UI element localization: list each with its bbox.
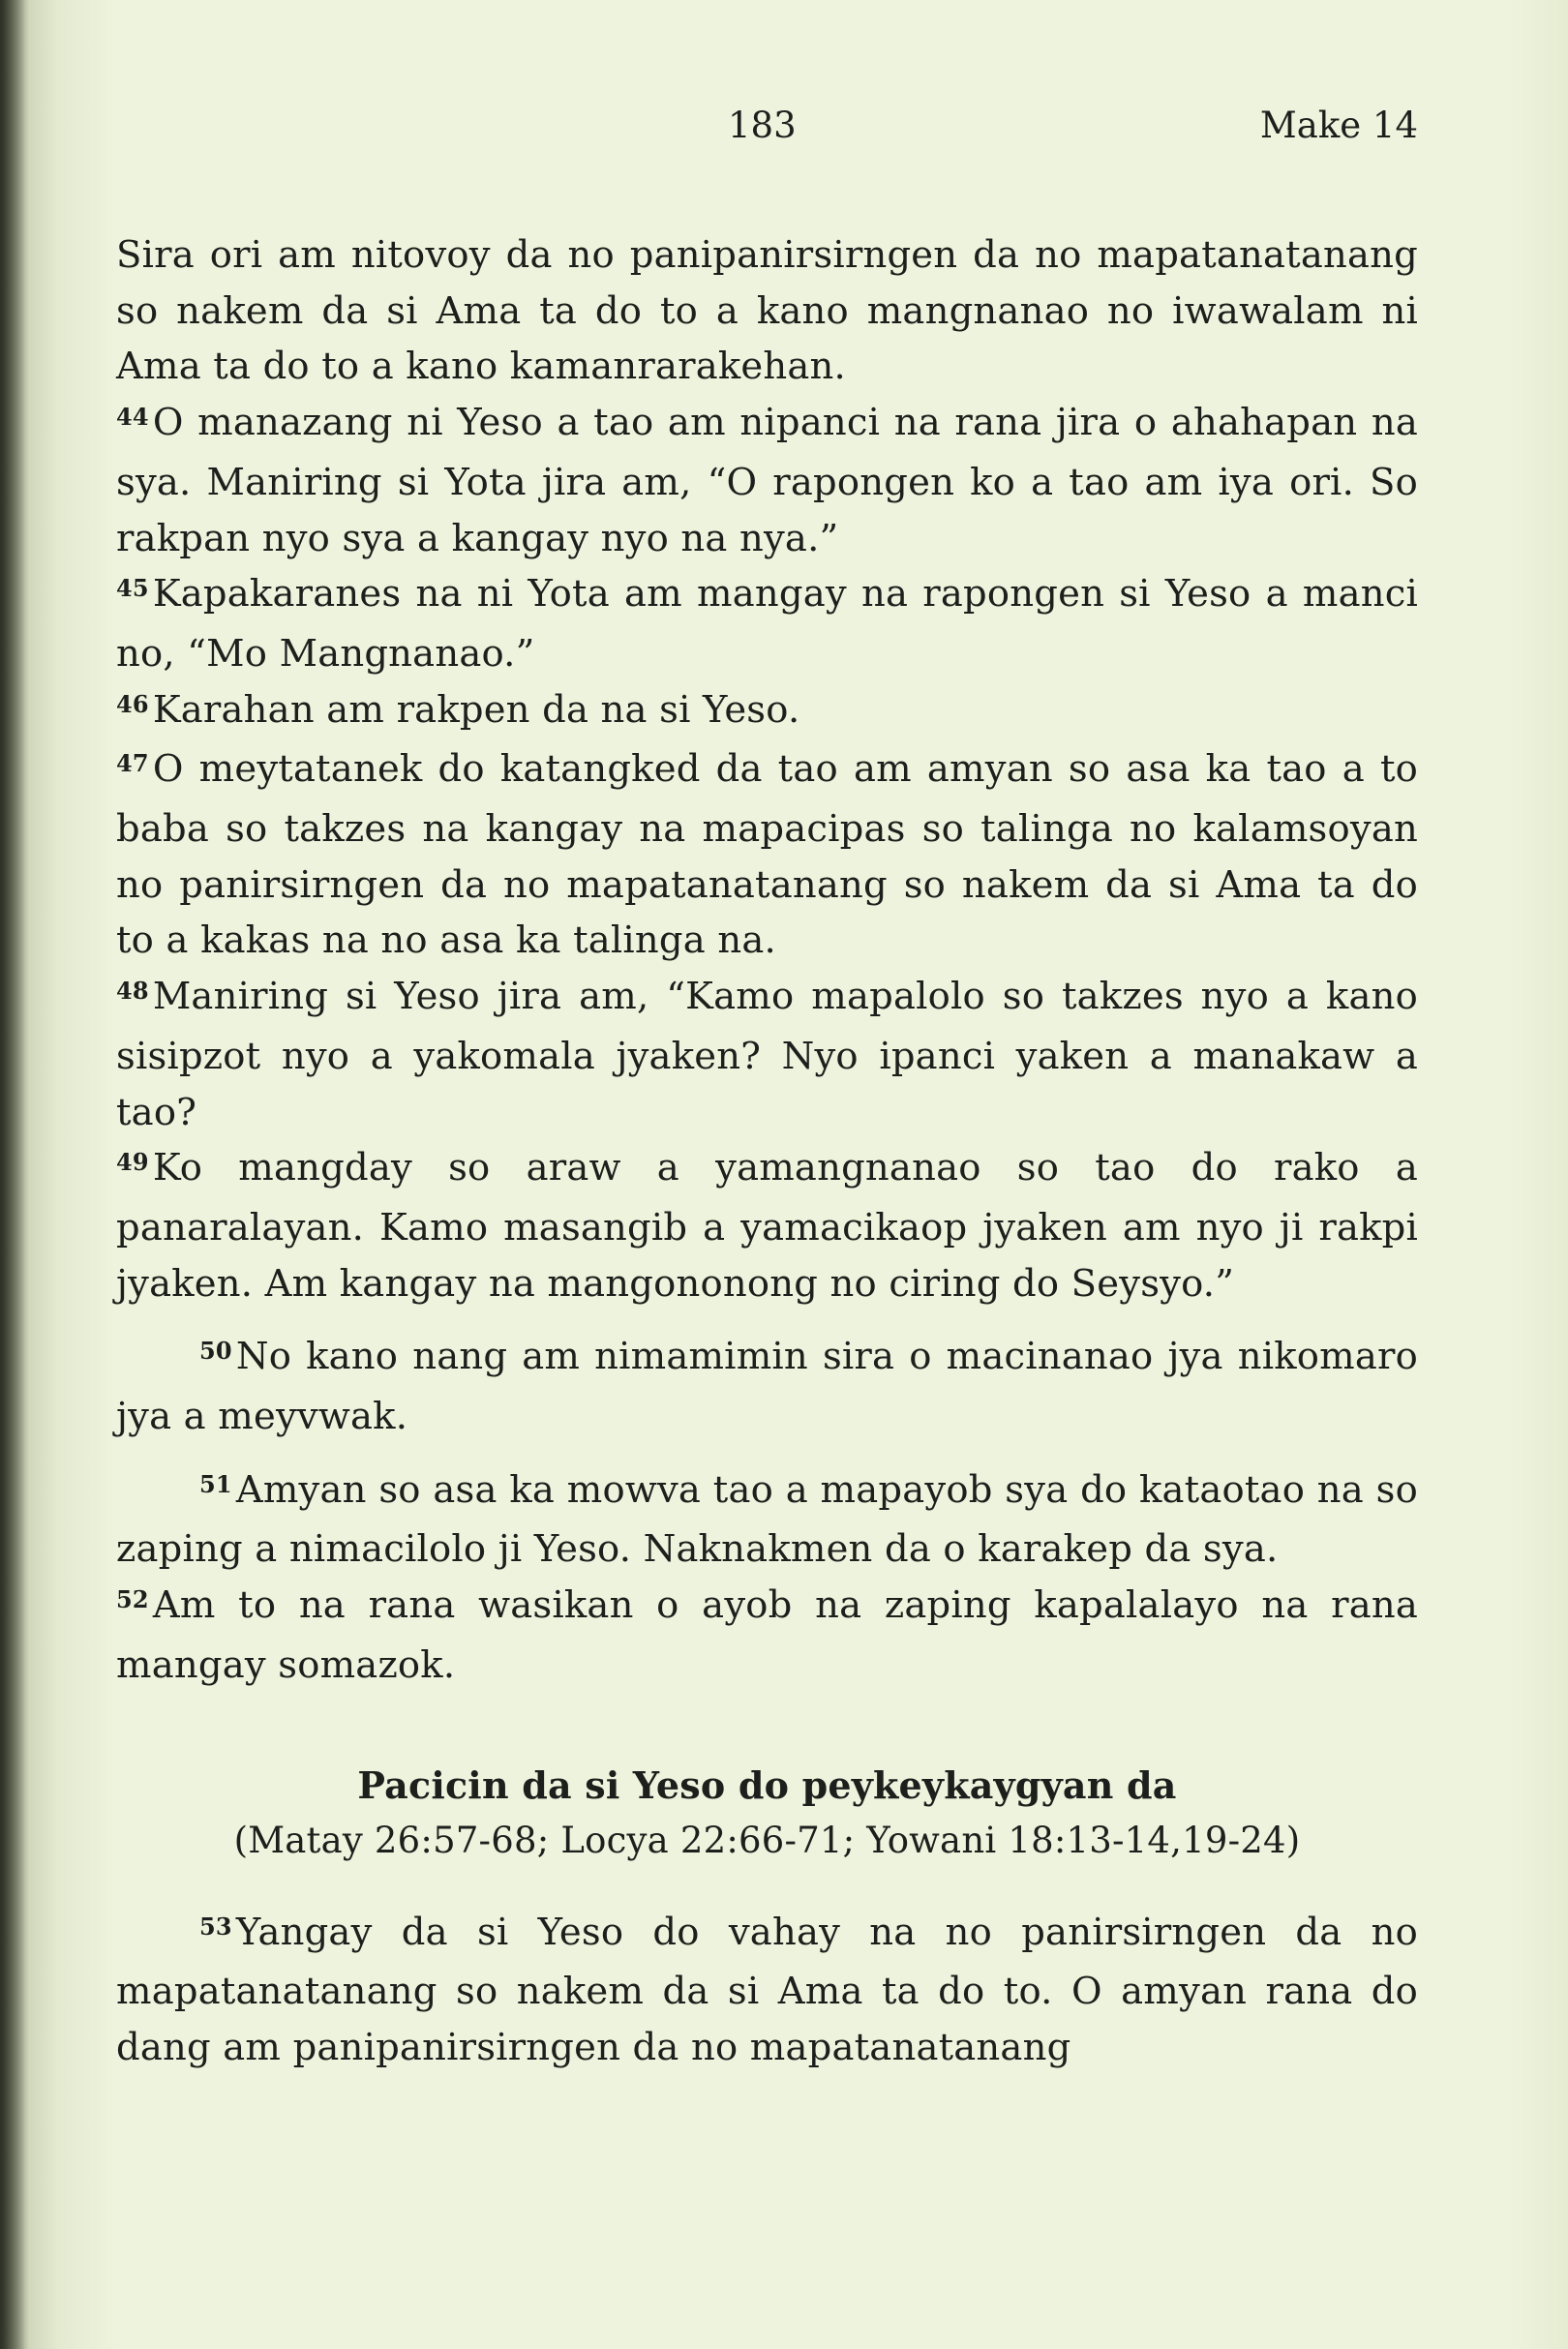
verse-number: 51 [199,1469,232,1498]
verse-number: 52 [116,1585,149,1614]
paragraph-text: Sira ori am nitovoy da no panipanirsirngen da no mapatanatanang so nakem da si Ama ta do to a kano mangnanao no iwawalam ni Ama ta do to a kano kamanrarakehan. [116,233,1418,389]
verse-44 [116,395,1418,566]
verse-50 [116,1329,1418,1444]
page-number: 183 [728,105,797,146]
verse-text: Kapakaranes na ni Yota am mangay na rapongen si Yeso a manci no, “Mo Mangnanao.” [116,572,1418,676]
verse-text: Ko mangday so araw a yamangnanao so tao do rako a panaralayan. Kamo masangib a yamacikaop jyaken am nyo ji rakpi jyaken. Am kangay na mangononong no ciring do Seysyo.” [116,1146,1418,1306]
verse-text: Yangay da si Yeso do vahay na no panirsirngen da no mapatanatanang so nakem da si Ama ta do to. O amyan rana do dang am panipanirsirngen da no mapatanatanang [116,1910,1418,2069]
verse-53 [116,1905,1418,2076]
verse-number: 46 [116,689,149,718]
paragraph-intro [116,227,1418,395]
verse-text: Maniring si Yeso jira am, “Kamo mapalolo so takzes nyo a kano sisipzot nyo a yakomala jyaken? Nyo ipanci yaken a manakaw a tao? [116,975,1418,1134]
verse-number: 45 [116,574,149,603]
spine-shadow [0,0,29,2349]
verse-text: O meytatanek do katangked da tao am amyan so asa ka tao a to baba so takzes na kangay na mapacipas so talinga no kalamsoyan no panirsirngen da no mapatanatanang so nakem da si Ama ta do to a kakas na no asa ka talinga na. [116,747,1418,963]
verse-text: O manazang ni Yeso a tao am nipanci na rana jira o ahahapan na sya. Maniring si Yota jira am, “O rapongen ko a tao am iya ori. So rakpan nyo sya a kangay nyo na nya.” [116,401,1418,560]
verse-number: 49 [116,1148,149,1177]
verse-52 [116,1578,1418,1693]
verse-47 [116,741,1418,969]
section-reference: (Matay 26:57-68; Locya 22:66-71; Yowani 18:13-14,19-24) [233,1819,1301,1861]
verse-number: 53 [199,1912,232,1941]
running-head: Make 14 [1259,105,1418,146]
verse-number: 48 [116,977,149,1006]
verse-text: Am to na rana wasikan o ayob na zaping kapalalayo na rana mangay somazok. [116,1583,1418,1687]
verse-number: 47 [116,749,149,778]
verse-text: Amyan so asa ka mowva tao a mapayob sya do kataotao na so zaping a nimacilolo ji Yeso. Naknakmen da o karakep da sya. [116,1467,1418,1572]
verse-number: 50 [199,1337,232,1366]
verse-45 [116,566,1418,681]
verse-48 [116,969,1418,1140]
page-header [116,105,1418,153]
verse-46 [116,682,1418,742]
verse-text: No kano nang am nimamimin sira o macinanao jya nikomaro jya a meyvwak. [116,1335,1418,1439]
verse-51 [116,1462,1418,1578]
verse-49 [116,1140,1418,1311]
body-text [116,227,1418,2076]
verse-number: 44 [116,403,149,432]
section-heading: Pacicin da si Yeso do peykeykaygyan da [357,1762,1177,1807]
verse-text: Karahan am rakpen da na si Yeso. [152,687,800,732]
